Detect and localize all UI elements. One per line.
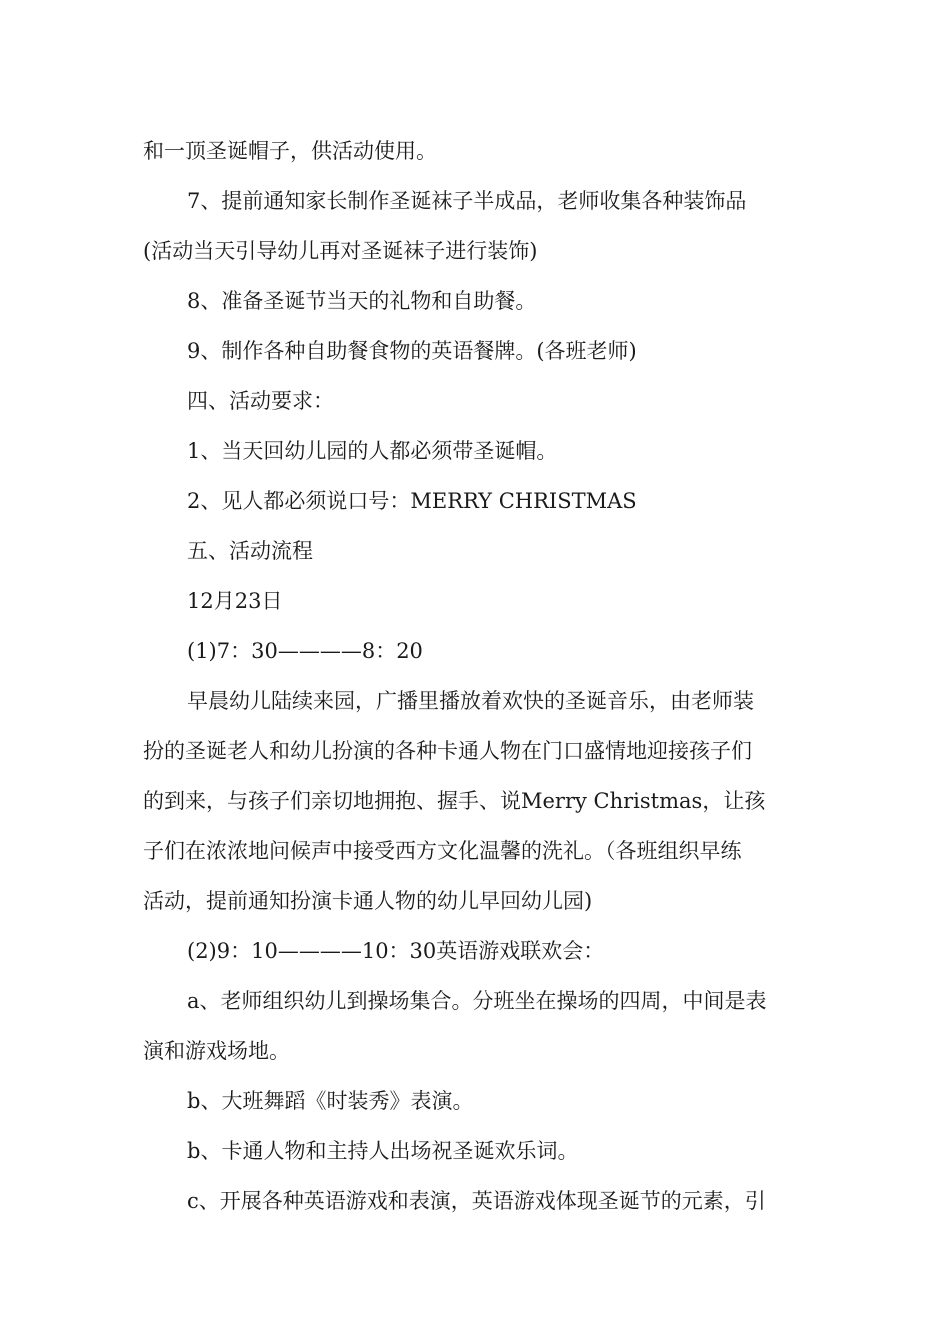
text-line: a、老师组织幼儿到操场集合。分班坐在操场的四周，中间是表 — [187, 989, 767, 1013]
text-line: b、大班舞蹈《时装秀》表演。 — [187, 1089, 474, 1113]
section-heading: 五、活动流程 — [187, 539, 313, 563]
text-line: 扮的圣诞老人和幼儿扮演的各种卡通人物在门口盛情地迎接孩子们 — [143, 739, 752, 763]
text-line: 演和游戏场地。 — [143, 1039, 290, 1063]
text-line: c、开展各种英语游戏和表演，英语游戏体现圣诞节的元素，引 — [187, 1189, 766, 1213]
text-line: 和一顶圣诞帽子，供活动使用。 — [143, 139, 437, 163]
text-line: 的到来，与孩子们亲切地拥抱、握手、说Merry Christmas，让孩 — [143, 789, 766, 813]
date-line: 12月23日 — [187, 589, 283, 613]
text-line: b、卡通人物和主持人出场祝圣诞欢乐词。 — [187, 1139, 579, 1163]
text-line: 活动，提前通知扮演卡通人物的幼儿早回幼儿园) — [143, 889, 593, 913]
text-line: (活动当天引导幼儿再对圣诞袜子进行装饰) — [143, 239, 538, 263]
text-line: 1、当天回幼儿园的人都必须带圣诞帽。 — [187, 439, 558, 463]
text-line: 2、见人都必须说口号：MERRY CHRISTMAS — [187, 489, 637, 513]
section-heading: 四、活动要求： — [187, 389, 334, 413]
time-line: (2)9：10————10：30英语游戏联欢会： — [187, 939, 605, 963]
text-line: 9、制作各种自助餐食物的英语餐牌。(各班老师) — [187, 339, 637, 363]
text-line: 早晨幼儿陆续来园，广播里播放着欢快的圣诞音乐，由老师装 — [187, 689, 754, 713]
body-text — [143, 126, 811, 1226]
time-line: (1)7：30————8：20 — [187, 639, 423, 663]
text-line: 子们在浓浓地问候声中接受西方文化温馨的洗礼。（各班组织早练 — [143, 839, 742, 863]
text-line: 8、准备圣诞节当天的礼物和自助餐。 — [187, 289, 537, 313]
text-line: 7、提前通知家长制作圣诞袜子半成品，老师收集各种装饰品 — [187, 189, 747, 213]
